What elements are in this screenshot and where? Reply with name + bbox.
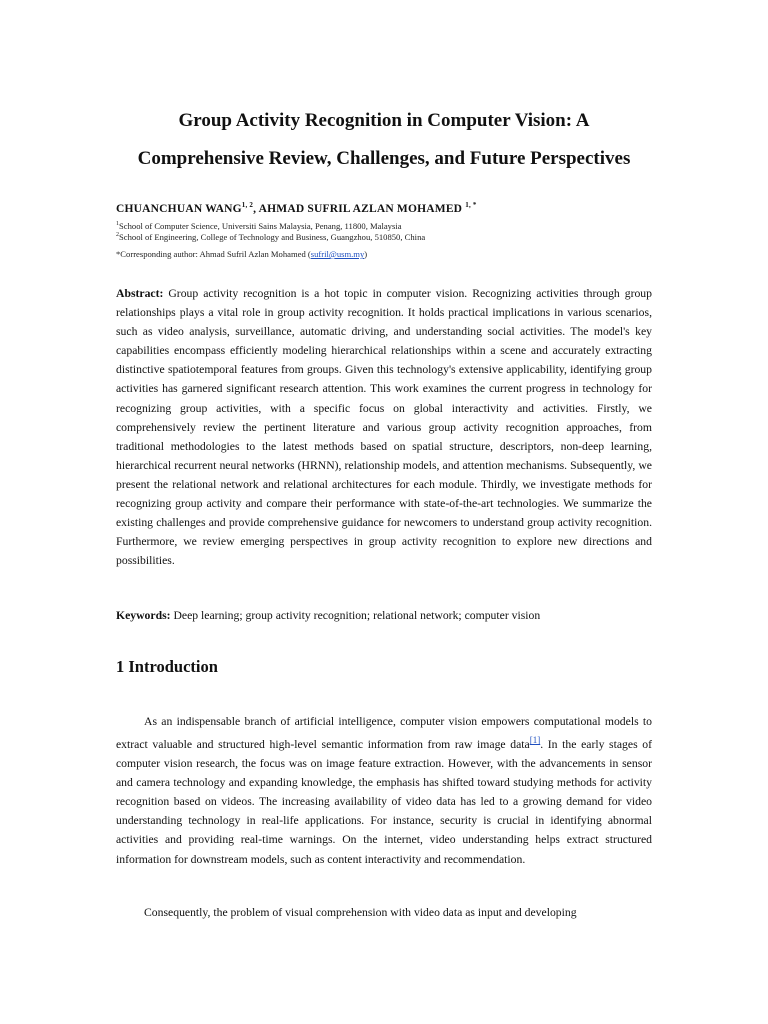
intro-paragraph-1 [116,712,652,869]
affiliation-text: School of Engineering, College of Technology and Business, Guangzhou, 510850, China [119,232,426,242]
keywords-text: Deep learning; group activity recognition; relational network; computer vision [170,609,541,622]
affiliation-2 [116,232,425,242]
abstract-label: Abstract: [116,287,164,300]
citation-link[interactable]: [1] [529,735,541,746]
paragraph-text: . In the early stages of computer vision research, the focus was on image feature extraction. However, with the advancements in sensor and camera technology and expanding knowledge, the emphasis has shifted toward studying methods for activity recognition based on videos. The increasing availability of video data has led to a growing demand for video understanding technology in real-life applications. For instance, security is crucial in identifying abnormal activities and providing real-time warnings. On the internet, video understanding helps extract structured information for downstream models, such as content interactivity and recommendation. [116,737,652,866]
email-link[interactable]: sufril@usm.my [310,249,365,259]
affiliation-1 [116,221,402,231]
abstract [116,284,652,570]
corresponding-suffix: ) [364,249,368,259]
author-affiliation-mark: 1, * [465,201,477,209]
section-heading: 1 Introduction [116,657,218,676]
corresponding-author [116,249,367,259]
paper-title-line-1: Group Activity Recognition in Computer Vision: A [178,110,590,131]
affiliation-text: School of Computer Science, Universiti Sains Malaysia, Penang, 11800, Malaysia [119,221,402,231]
affiliation-number: 2 [116,232,119,239]
paragraph-text: As an indispensable branch of artificial intelligence, computer vision empowers computational models to extract valuable and structured high-level semantic information from raw image data [116,715,652,751]
corresponding-prefix: *Corresponding author: Ahmad Sufril Azlan Mohamed ( [116,249,311,259]
author-name: CHUANCHUAN WANG [116,202,242,215]
keywords-label: Keywords: [116,609,171,622]
abstract-text: Group activity recognition is a hot topic in computer vision. Recognizing activities through group relationships plays a vital role in group activity recognition. It holds practical implications in various scenarios, such as video analysis, surveillance, automatic driving, and understanding social activities. The model's key capabilities encompass efficiently modeling hierarchical relationships within a scene and accurately extracting distinctive spatiotemporal features from groups. Given this technology's extensive applicability, identifying group activities has garnered significant research attention. This work examines the current progress in technology for recognizing group activities, with a specific focus on global interactivity and activities. Firstly, we comprehensively review the pertinent literature and various group activity recognition approaches, from traditional methodologies to the latest methods based on spatial structure, descriptors, non-deep learning, hierarchical recurrent neural networks (HRNN), relationship models, and attention mechanisms. Subsequently, we present the relational network and relational architectures for each module. Thirdly, we investigate methods for recognizing group activity and compare their performance with state-of-the-art technologies. We summarize the existing challenges and provide comprehensive guidance for newcomers to understand group activity recognition. Furthermore, we review emerging perspectives in group activity recognition to explore new directions and possibilities. [116,287,652,568]
affiliation-number: 1 [116,221,119,228]
paper-title-line-2: Comprehensive Review, Challenges, and Future Perspectives [137,148,631,169]
author-separator: , [253,202,259,215]
author-list [116,201,477,215]
keywords [116,606,652,625]
author-name: AHMAD SUFRIL AZLAN MOHAMED [258,202,463,215]
author-affiliation-mark: 1, 2 [241,201,254,209]
intro-paragraph-2: Consequently, the problem of visual comprehension with video data as input and developing [144,906,577,919]
